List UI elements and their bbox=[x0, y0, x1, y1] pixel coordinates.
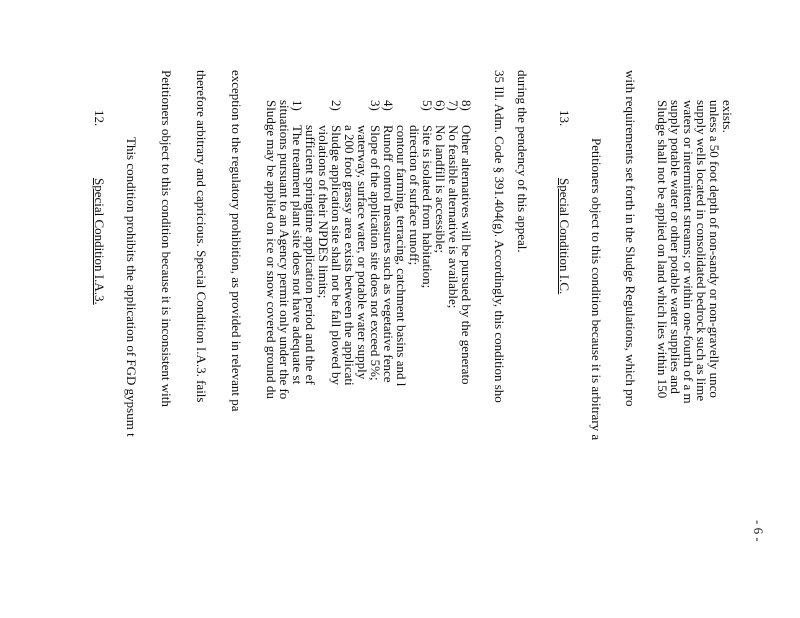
quote-line-1: Sludge shall not be applied on land which lies within 150 bbox=[655, 100, 670, 399]
item-2-line-2: a 200 foot grassy area exists between the applicati bbox=[342, 125, 357, 386]
section-12-number: 12. bbox=[92, 110, 107, 127]
quote-line-5: unless a 50 foot depth of non-sandy or non-gravelly unco bbox=[707, 100, 722, 398]
quote-line-2: supply potable water or other potable water supplies and bbox=[668, 100, 683, 394]
item-1-line-2: sufficient springtime application period and the ef bbox=[303, 125, 318, 385]
item-3-line-1: Slope of the application site does not exceed 5%; bbox=[368, 125, 383, 381]
quote-intro-line-2: situations pursuant to an Agency permit only under the fo bbox=[277, 100, 292, 400]
section-13-heading: Special Condition I.C. bbox=[557, 178, 572, 295]
section-12-closing-1: 35 Ill. Adm. Code § 391.404(g). Accordingly, this condition sho bbox=[492, 70, 507, 403]
section-12-heading: Special Condition I.A.3. bbox=[92, 178, 107, 305]
quote-line-4: supply wells located in consolidated bedrock such as lime bbox=[694, 100, 709, 402]
item-1-line-1: The treatment plant site does not have adequate st bbox=[290, 125, 305, 385]
item-1-line-3: violations of their NPDES limits; bbox=[316, 125, 331, 299]
item-5-line-1: Site is isolated from habitation; bbox=[420, 125, 435, 289]
item-1-number: 1) bbox=[290, 100, 305, 111]
section-12-closing-2: during the pendency of this appeal. bbox=[515, 70, 530, 253]
quote-line-3: waters or intermittent streams; or within one-fourth of a m bbox=[681, 100, 696, 404]
item-4-line-1: Runoff control measures such as vegetative fence bbox=[381, 125, 396, 383]
section-13-number: 13. bbox=[557, 110, 572, 127]
item-6-line-1: No landfill is accessible; bbox=[433, 125, 448, 254]
item-4-line-3: direction of surface runoff; bbox=[407, 125, 422, 266]
item-2-line-3: waterway, surface water, or potable water supply bbox=[355, 125, 370, 380]
quote-line-6: exists. bbox=[720, 100, 735, 133]
item-4-number: 4) bbox=[381, 100, 396, 111]
item-3-number: 3) bbox=[368, 100, 383, 111]
item-8-number: 8) bbox=[459, 100, 474, 111]
item-7-number: 7) bbox=[446, 100, 461, 111]
section-12-line-2: Petitioners object to this condition because it is inconsistent with bbox=[159, 70, 174, 407]
section-12-line-4: exception to the regulatory prohibition, as provided in relevant pa bbox=[229, 70, 244, 412]
page-number: - 6 - bbox=[751, 520, 766, 542]
section-12-line-3: therefore arbitrary and capricious. Special Condition I.A.3. fails bbox=[194, 70, 209, 403]
item-2-number: 2) bbox=[329, 100, 344, 111]
item-2-line-1: Sludge application site shall not be fall plowed by bbox=[329, 125, 344, 385]
item-7-line-1: No feasible alternative is available; bbox=[446, 125, 461, 309]
quote-intro-line-1: Sludge may be applied on ice or snow covered ground du bbox=[264, 100, 279, 399]
section-12-line-1: This condition prohibits the application of FGD gypsum t bbox=[124, 137, 139, 437]
item-6-number: 6) bbox=[433, 100, 448, 111]
item-8-line-1: Other alternatives will be pursued by the generato bbox=[459, 125, 474, 385]
item-5-number: 5) bbox=[420, 100, 435, 111]
item-4-line-2: contour farming, terracing, catchment basins and l bbox=[394, 125, 409, 387]
section-13-line-2: with requirements set forth in the Sludge Regulations, which pro bbox=[623, 70, 638, 407]
section-13-line-1: Petitioners object to this condition because it is arbitrary a bbox=[589, 138, 604, 441]
